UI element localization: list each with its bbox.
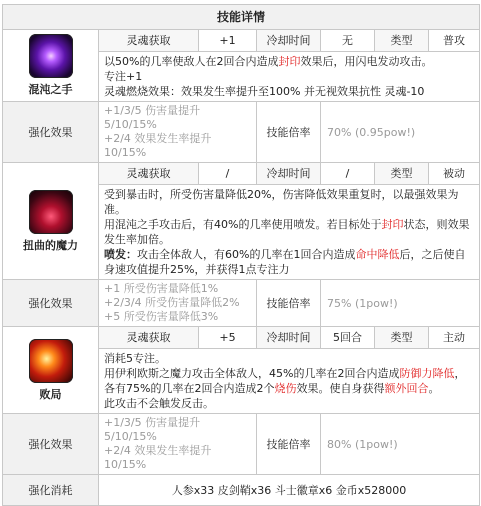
description-line [104,187,474,217]
description-line [104,396,474,411]
description-line [104,351,474,366]
multiplier-label: 技能倍率 [257,102,321,163]
skill-icon-cell [3,327,99,414]
description-line [104,217,474,247]
enhance-item: +1 所受伤害量降低1% [104,282,219,295]
multiplier-value: 75% (1pow!) [321,280,480,327]
table-title: 技能详情 [3,5,480,30]
description-text: 灵魂燃烧效果：效果发生率提升至100% 并无视效果抗性 灵魂-10 [104,85,425,98]
multiplier-label: 技能倍率 [257,414,321,475]
skill-enhance-row [3,102,480,163]
description-text: 用伊利欧斯之魔力攻击全体敌人，45%的几率在2回合内造成 [104,367,400,380]
description-line [104,381,474,396]
enhance-item: +1/3/5 伤害量提升5/10/15% [104,104,201,131]
description-text: 后，之后使自身速攻值提升25%，并获得1点专注力 [104,248,466,276]
type-label: 类型 [375,327,429,349]
type-value: 被动 [429,163,480,185]
enhance-item: +2/3/4 所受伤害量降低2% [104,296,240,309]
skill-icon-cell [3,30,99,102]
cost-label: 强化消耗 [3,475,99,506]
soul-value: +5 [199,327,257,349]
status-keyword: 封印 [381,218,404,231]
defeat-icon [29,339,73,383]
enhance-item: +1/3/5 伤害量提升5/10/15% [104,416,201,443]
multiplier-value: 80% (1pow!) [321,414,480,475]
cooldown-value: / [321,163,375,185]
status-keyword: 封印 [278,55,301,68]
cooldown-value: 无 [321,30,375,52]
cost-value: 人参x33 皮剑鞘x36 斗士徽章x6 金币x528000 [99,475,480,506]
status-keyword: 额外回合 [384,382,429,395]
enhance-label: 强化效果 [3,414,99,475]
status-keyword: 烧伤 [274,382,297,395]
description-text: 。 [428,382,440,395]
enhance-item: +5 所受伤害量降低3% [104,310,219,323]
cooldown-label: 冷却时间 [257,163,321,185]
description-text: 专注+1 [104,70,143,83]
enhance-label: 强化效果 [3,280,99,327]
chaos-hand-icon [29,34,73,78]
multiplier-value: 70% (0.95pow!) [321,102,480,163]
enhance-item: +2/4 效果发生率提升10/15% [104,444,212,471]
multiplier-label: 技能倍率 [257,280,321,327]
enhance-item: +2/4 效果发生率提升10/15% [104,132,212,159]
soul-label: 灵魂获取 [99,327,199,349]
skill-meta-row [3,163,480,185]
description-text: 攻击全体敌人，有60%的几率在1回合内造成 [137,248,356,261]
cost-row [3,475,480,506]
description-line [104,366,474,381]
type-label: 类型 [375,30,429,52]
description-line [104,247,474,277]
description-line [104,84,474,99]
enhance-list [99,414,257,475]
skill-name: 败局 [39,387,62,401]
description-text: 效果后，用闪电发动攻击。 [300,55,433,68]
description-text: 此攻击不会触发反击。 [104,397,214,410]
soul-label: 灵魂获取 [99,30,199,52]
twisted-magic-icon [29,190,73,234]
description-line [104,69,474,84]
description-text: 用混沌之手攻击后，有40%的几率使用喷发。若目标处于 [104,218,382,231]
skill-meta-row [3,30,480,52]
description-text: 消耗5专注。 [104,352,166,365]
enhance-list [99,102,257,163]
skill-description [99,349,480,414]
description-text: 受到暴击时，所受伤害量降低20%，伤害降低效果重复时，以最强效果为准。 [104,188,459,216]
soul-value: +1 [199,30,257,52]
soul-label: 灵魂获取 [99,163,199,185]
description-line [104,54,474,69]
type-label: 类型 [375,163,429,185]
enhance-label: 强化效果 [3,102,99,163]
cooldown-label: 冷却时间 [257,30,321,52]
type-value: 主动 [429,327,480,349]
cooldown-label: 冷却时间 [257,327,321,349]
cooldown-value: 5回合 [321,327,375,349]
skill-meta-row [3,327,480,349]
description-text: 喷发： [104,248,137,261]
soul-value: / [199,163,257,185]
skill-enhance-row [3,414,480,475]
skill-table [2,4,480,506]
skill-description [99,185,480,280]
skill-name: 扭曲的魔力 [23,238,78,252]
description-text: 各有75%的几率在2回合内造成2个 [104,382,275,395]
status-keyword: 命中降低 [355,248,400,261]
skill-icon-cell [3,163,99,280]
description-text: 状态，则效果发生率加倍。 [104,218,470,246]
skill-enhance-row [3,280,480,327]
enhance-list [99,280,257,327]
description-text: 效果。使自身获得 [296,382,385,395]
skill-name: 混沌之手 [28,83,73,96]
status-keyword: 防御力降低 [399,367,455,380]
type-value: 普攻 [429,30,480,52]
description-text: 以50%的几率使敌人在2回合内造成 [104,55,279,68]
skill-description [99,52,480,102]
description-text: ， [454,367,466,380]
